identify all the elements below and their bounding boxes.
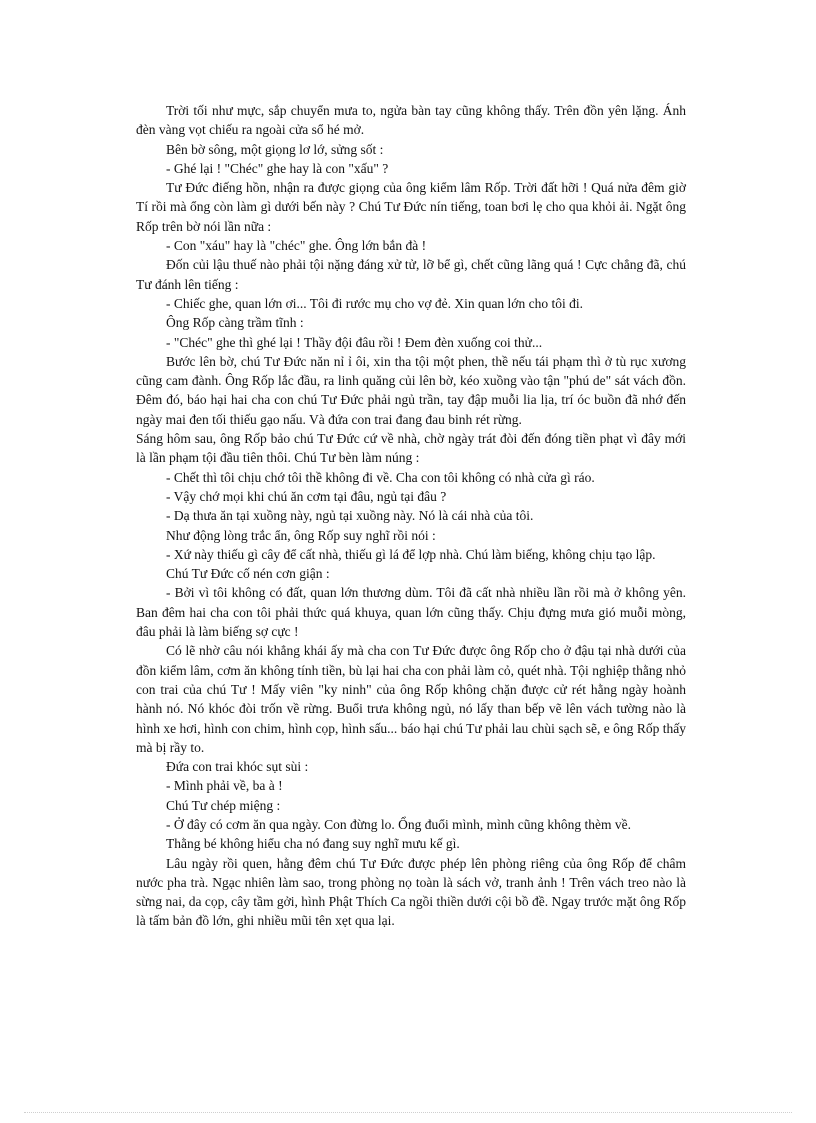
paragraph: - Chết thì tôi chịu chớ tôi thề không đi về. Cha con tôi không có nhà cửa gì ráo. [166,469,595,485]
paragraph: Có lẽ nhờ câu nói khẳng khái ấy mà cha con Tư Đức được ông Rốp cho ở đậu tại nhà dưới của đồn kiểm lâm, cơm ăn không tính tiền, bù lại hai cha con phải làm cỏ, quét nhà. Tội nghiệp thằng nhỏ con trai của chú Tư ! Mấy viên "ky ninh" của ông Rốp không chặn được cử rét hằng ngày hoành hành nó. Nó khóc đòi trốn về rừng. Buổi trưa không ngủ, nó lấy than bếp vẽ lên vách tường nào là hình xe hơi, hình con chim, hình cọp, hình sấu... báo hại chú Tư phải lau chùi sạch sẽ, e ông Rốp thấy mà bị rầy to. [136,643,686,755]
paragraph: - Chiếc ghe, quan lớn ơi... Tôi đi rước mụ cho vợ đẻ. Xin quan lớn cho tôi đi. [166,295,583,311]
paragraph: Đốn củi lậu thuế nào phải tội nặng đáng xử tử, lỡ bể gì, chết cũng lãng quá ! Cực chẳng đã, chú Tư đánh lên tiếng : [136,257,686,292]
paragraph: - Dạ thưa ăn tại xuồng này, ngủ tại xuồng này. Nó là cái nhà của tôi. [166,508,534,524]
paragraph: Lâu ngày rồi quen, hằng đêm chú Tư Đức được phép lên phòng riêng của ông Rốp để châm nước pha trà. Ngạc nhiên làm sao, trong phòng nọ toàn là sách vở, tranh ảnh ! Trên vách treo nào là sừng nai, da cọp, cây tầm gởi, hình Phật Thích Ca ngồi thiền dưới cội bồ đề. Ngay trước mặt ông Rốp là tấm bản đồ lớn, ghi nhiều mũi tên xẹt qua lại. [136,855,686,929]
paragraph: - Ghé lại ! "Chéc" ghe hay là con "xấu" ? [166,160,389,176]
paragraph: - Bởi vì tôi không có đất, quan lớn thương dùm. Tôi đã cất nhà nhiều lần rồi mà ở không yên. Ban đêm hai cha con tôi phải thức quá khuya, quan lớn cũng thấy. Chịu đựng mưa gió muỗi mòng, đâu phải là làm biếng sợ cực ! [136,585,686,640]
paragraph: Bên bờ sông, một giọng lơ lớ, sửng sốt : [166,141,384,157]
paragraph: - Con "xáu" hay là "chéc" ghe. Ông lớn bắn đà ! [166,238,427,254]
paragraph: Đứa con trai khóc sụt sùi : [166,759,309,775]
paragraph: - Xứ này thiếu gì cây để cất nhà, thiếu gì lá để lợp nhà. Chú làm biếng, không chịu tạo lập. [166,546,656,562]
paragraph: Trời tối như mực, sắp chuyển mưa to, ngửa bàn tay cũng không thấy. Trên đồn yên lặng. Ánh đèn vàng vọt chiếu ra ngoài cửa sổ hé mở. [136,103,686,138]
paragraph: Chú Tư chép miệng : [166,797,281,813]
paragraph: - Vậy chớ mọi khi chú ăn cơm tại đâu, ngủ tại đâu ? [166,488,447,504]
paragraph: Chú Tư Đức cố nén cơn giận : [166,566,330,582]
story-text [136,101,686,931]
paragraph: Tư Đức điếng hồn, nhận ra được giọng của ông kiểm lâm Rốp. Trời đất hỡi ! Quá nửa đêm giờ Tí rồi mà ổng còn làm gì dưới bến này ? Chú Tư Đức nín tiếng, toan bơi lẹ cho qua khỏi ải. Ngặt ông Rốp trên bờ nói lần nữa : [136,180,686,234]
paragraph: Bước lên bờ, chú Tư Đức năn nỉ ỉ ôi, xin tha tội một phen, thề nếu tái phạm thì ở tù rục xương cũng cam đành. Ông Rốp lắc đầu, ra linh quăng củi lên bờ, kéo xuồng vào tận "phú de" sát vách đồn. Đêm đó, báo hại hai cha con chú Tư Đức phải ngủ trần, tay đập muỗi lia lịa, trí óc buồn đã nhớ đến ngày mai đen tối thiếu gạo nấu. Và đứa con trai đang đau binh rét rừng. [136,353,686,427]
paragraph: - Ở đây có cơm ăn qua ngày. Con đừng lo. Ổng đuổi mình, mình cũng không thèm về. [166,816,632,832]
page-bottom-divider [24,1112,792,1113]
paragraph: - "Chéc" ghe thì ghé lại ! Thầy đội đâu rồi ! Đem đèn xuống coi thử... [166,334,543,350]
paragraph: Như động lòng trắc ẩn, ông Rốp suy nghĩ rồi nói : [166,527,436,543]
paragraph: Ông Rốp càng trầm tĩnh : [166,315,304,331]
paragraph: Thằng bé không hiểu cha nó đang suy nghĩ mưu kế gì. [166,836,460,852]
paragraph: - Mình phải về, ba à ! [166,778,283,794]
paragraph: Sáng hôm sau, ông Rốp bảo chú Tư Đức cứ về nhà, chờ ngày trát đòi đến đóng tiền phạt vì đây mới là lần phạm tội đầu tiên thôi. Chú Tư bèn làm núng : [136,431,686,466]
